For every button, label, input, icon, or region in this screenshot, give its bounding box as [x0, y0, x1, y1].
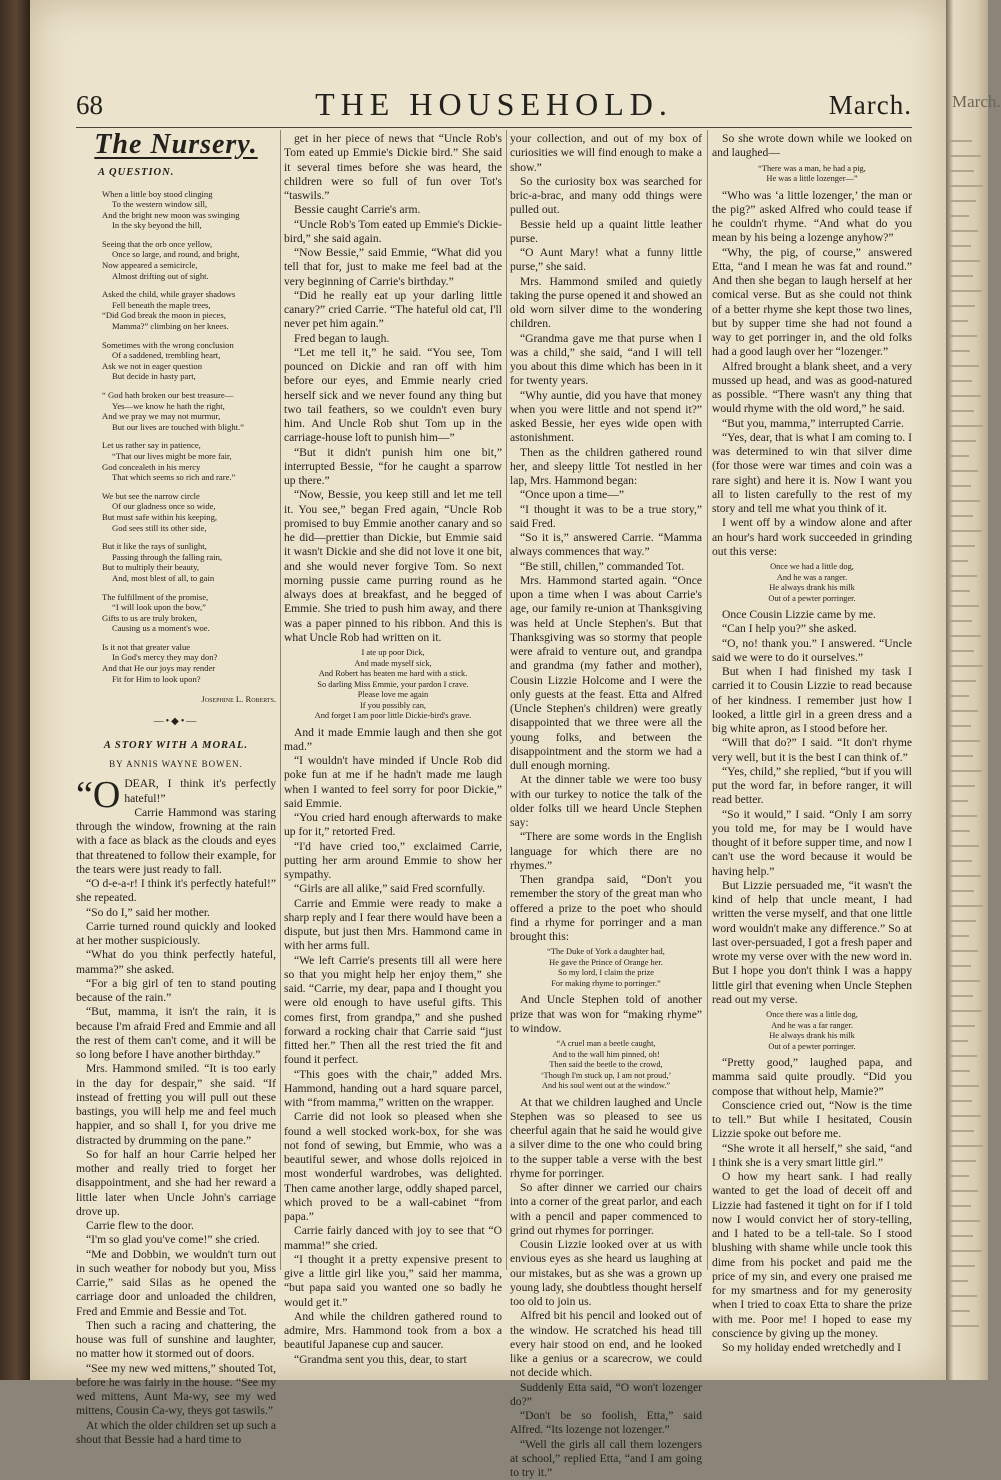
poem-line: The fulfillment of the promise,: [102, 592, 276, 603]
verse-line: And Robert has beaten me hard with a stick.: [284, 669, 502, 680]
paragraph: [76, 777, 276, 806]
next-page-text-line: [950, 1310, 970, 1312]
paragraph: So for half an hour Carrie helped her mother and really tried to forget her disappointment, and she had her reward a little later when Uncle John's carriage drove up.: [76, 1148, 276, 1219]
next-page-text-line: [950, 395, 981, 397]
next-page-text-line: [950, 470, 978, 472]
poem-line: “Did God break the moon in pieces,: [102, 310, 276, 321]
paragraph: Carrie and Emmie were ready to make a sharp reply and I fear there would have been a dispute, but just then Mrs. Hammond came in with her arms full.: [284, 897, 502, 954]
next-page-text-line: [950, 740, 980, 742]
poem-line: Is it not that greater value: [102, 642, 276, 653]
paragraph: Then grandpa said, “Don't you remember the story of the great man who offered a prize to the poet who should find a rhyme for porringer and a man brought this:: [510, 873, 702, 944]
next-page-text-line: [950, 320, 968, 322]
next-page-text-line: [950, 545, 975, 547]
next-page-text-line: [950, 680, 976, 682]
paragraph: “So it is,” answered Carrie. “Mamma always commences that way.”: [510, 531, 702, 560]
poem-line: “That our lives might be more fair,: [102, 451, 276, 462]
paragraph: “Who was ‘a little lozenger,’ the man or the pig?” asked Alfred who could tease if he couldn't rhyme. “And what do you mean by his being a lozenge anyhow?”: [712, 189, 912, 246]
next-page-text-line: [950, 1220, 980, 1222]
paragraph: At the dinner table we were too busy with our turkey to notice the talk of the older folks till we heard Uncle Stephen say:: [510, 773, 702, 830]
next-page-text-line: [950, 965, 971, 967]
paragraph: “Don't be so foolish, Etta,” said Alfred. “Its lozenge not lozenger.”: [510, 1409, 702, 1438]
paragraph: “O d-e-a-r! I think it's perfectly hateful!” she repeated.: [76, 877, 276, 906]
poem-line: Of a saddened, trembling heart,: [102, 350, 276, 361]
paragraph: “Why auntie, did you have that money when you were little and not spend it?” asked Bessie, her eyes wide open with astonishment.: [510, 389, 702, 446]
paragraph: Carrie turned round quickly and looked at her mother suspiciously.: [76, 920, 276, 949]
next-page-text-line: [950, 1235, 973, 1237]
paragraph: “Me and Dobbin, we wouldn't turn out in such weather for nobody but you, Miss Carrie,” said Silas as he opened the carriage door and unloaded the children, Fred and Emmie and Bessie and Tot.: [76, 1248, 276, 1319]
verse-line: He always drank his milk: [712, 1031, 912, 1042]
story-body: [284, 132, 502, 645]
poem-line: Let us rather say in patience,: [102, 440, 276, 451]
next-page-text-line: [950, 920, 976, 922]
paragraph: Alfred bit his pencil and looked out of the window. He scratched his head till every hair stood on end, and he looked like a genius or a scarecrow, we could not decide which.: [510, 1309, 702, 1380]
paragraph: “Now Bessie,” said Emmie, “What did you tell that for, just to make me feel bad at the very beginning of Carrie's birthday.”: [284, 246, 502, 289]
verse: [712, 164, 912, 185]
paragraph: “Girls are all alike,” said Fred scornfully.: [284, 882, 502, 896]
verse-line: Out of a pewter porringer.: [712, 1042, 912, 1053]
paragraph: Bessie held up a quaint little leather purse.: [510, 218, 702, 247]
verse-line: And his soul went out at the window.”: [510, 1081, 702, 1092]
next-page-text-line: [950, 215, 969, 217]
poem-line: Asked the child, while grayer shadows: [102, 289, 276, 300]
paragraph: So after dinner we carried our chairs into a corner of the great parlor, and each with a pencil and paper commenced to grind out rhymes for porringer.: [510, 1181, 702, 1238]
paragraph: “So do I,” said her mother.: [76, 906, 276, 920]
poem-line: Gifts to us are truly broken,: [102, 613, 276, 624]
next-page-text-line: [950, 935, 969, 937]
paragraph: “Once upon a time—”: [510, 488, 702, 502]
verse-line: And he was a far ranger.: [712, 1021, 912, 1032]
next-page-text-line: [950, 635, 981, 637]
poem-line: Mamma?” climbing on her knees.: [102, 321, 276, 332]
verse-line: “The Duke of York a daughter had,: [510, 947, 702, 958]
paragraph: “Did he really eat up your darling little canary?” cried Carrie. “The hateful old cat, I'll never pet him again.”: [284, 289, 502, 332]
next-page-text-line: [950, 1205, 971, 1207]
paragraph: “Yes, child,” she replied, “but if you will put the word far, in before ranger, it will read better.: [712, 765, 912, 808]
paragraph: Fred began to laugh.: [284, 332, 502, 346]
verse-line: So darling Miss Emmie, your pardon I crave.: [284, 680, 502, 691]
next-page-text-line: [950, 455, 969, 457]
next-page-text-line: [950, 980, 980, 982]
column-3: [510, 132, 702, 1372]
poem: [76, 189, 276, 685]
poem-stanza: [102, 491, 276, 533]
verse: [510, 947, 702, 989]
next-page-text-line: [950, 860, 972, 862]
verse-line: He always drank his milk: [712, 583, 912, 594]
next-page-text-line: [950, 380, 972, 382]
verse-line: He gave the Prince of Orange her.: [510, 958, 702, 969]
poem-line: Ask we not in eager question: [102, 361, 276, 372]
next-page-edge: [946, 0, 988, 1380]
poem-stanza: [102, 289, 276, 331]
paragraph: your collection, and out of my box of curiosities we will find enough to make a show.”: [510, 132, 702, 175]
running-header: [76, 86, 912, 126]
story-body: [712, 132, 912, 161]
drop-cap: “O: [76, 779, 120, 811]
column-4: [712, 132, 912, 1372]
verse-line: If you possibly can,: [284, 701, 502, 712]
next-page-text-line: [950, 1295, 977, 1297]
next-page-text-line: [950, 560, 968, 562]
poem-stanza: [102, 239, 276, 281]
section-divider: —•◆•—: [76, 715, 276, 729]
next-page-text-line: [950, 755, 973, 757]
story-body: [712, 1056, 912, 1355]
story-body: [510, 993, 702, 1036]
paragraph: “Can I help you?” she asked.: [712, 622, 912, 636]
verse-line: Please love me again: [284, 690, 502, 701]
paragraph: Cousin Lizzie looked over at us with envious eyes as she heard us laughing at our mistakes, but as she was a grown up young lady, she doubtless thought herself too old to join us.: [510, 1238, 702, 1309]
paragraph: “But you, mamma,” interrupted Carrie.: [712, 417, 912, 431]
page-number: 68: [76, 90, 103, 121]
poem-line: Causing us a moment's woe.: [102, 623, 276, 634]
paragraph: Mrs. Hammond started again. “Once upon a time when I was about Carrie's age, our family re-union at Thanksgiving was held at Uncle Stephen's. But that Thanksgiving was so stormy that people were afraid to venture out, and grandpa and grandma (my father and mother), Cousin Lizzie Holcome and I were the only guests at the feast. Etta and Alfred (Uncle Stephen's children) were greatly disappointed that we three were all the young folks, and between the disappointment and the storm we had a dull enough morning.: [510, 574, 702, 774]
paragraph: “Why, the pig, of course,” answered Etta, “and I mean he was fat and round.” And then she began to laugh herself at her comical verse. But as she could not think of a better rhyme she kept those two lines, but by supper time she had not found a way to get porringer in, and the old folks had a good laugh over her “lozenger.”: [712, 246, 912, 360]
poem-line: Seeing that the orb once yellow,: [102, 239, 276, 250]
verse-line: And made myself sick,: [284, 659, 502, 670]
next-page-text-line: [950, 710, 978, 712]
paragraph: I went off by a window alone and after an hour's hard work succeeded in grinding out this verse:: [712, 516, 912, 559]
next-page-text-line: [950, 1265, 975, 1267]
next-page-text-line: [950, 1100, 972, 1102]
next-page-text-line: [950, 515, 973, 517]
poem-line: Fell beneath the maple trees,: [102, 300, 276, 311]
paragraph: “Now, Bessie, you keep still and let me tell it. You see,” began Fred again, “Uncle Rob promised to buy Emmie another canary and so he did—prettier than Dickie, but Emmie said it wasn't Dickie and she did not love it one bit, and she would never forgive Tom. So next morning pussie came purring round as he always does at breakfast, and he begged of Emmie. She tried to push him away, and there was a paper pinned to his ribbon. And this is what Uncle Rob had written on it.: [284, 488, 502, 645]
paragraph: “Let me tell it,” he said. “You see, Tom pounced on Dickie and ran off with him before our eyes, and Emmie nearly cried herself sick and we never found any thing but two tail feathers, so we couldn't even bury him. And Uncle Rob shut Tom up in the carriage-house loft to punish him—”: [284, 346, 502, 446]
paragraph: So she wrote down while we looked on and laughed—: [712, 132, 912, 161]
story-body: [284, 726, 502, 1367]
poem-line: Now appeared a semicircle,: [102, 260, 276, 271]
poem-line: To the western window sill,: [102, 199, 276, 210]
next-page-text-line: [950, 695, 969, 697]
next-page-text-line: [950, 1190, 978, 1192]
paragraph: “Grandma sent you this, dear, to start: [284, 1353, 502, 1367]
masthead-title: THE HOUSEHOLD.: [76, 86, 912, 123]
book-binding: [0, 0, 30, 1380]
next-page-text-line: [950, 245, 971, 247]
next-page-text-line: [950, 155, 981, 157]
paragraph: “I'd have cried too,” exclaimed Carrie, putting her arm around Emmie to show her sympathy.: [284, 840, 502, 883]
poem-line: Of our gladness once so wide,: [102, 501, 276, 512]
next-page-text-line: [950, 1025, 975, 1027]
paragraph: Mrs. Hammond smiled. “It is too early in the day for despair,” she said. “If instead of fretting you will pull out these bastings, you will help me and feel much happier, and so shall I, for you drive me distracted by drumming on the pane.”: [76, 1062, 276, 1148]
next-page-text-line: [950, 1325, 979, 1327]
story-body: [76, 777, 276, 1447]
verse-line: Once we had a little dog,: [712, 562, 912, 573]
poem-line: Sometimes with the wrong conclusion: [102, 340, 276, 351]
column-divider: [707, 130, 708, 1270]
paragraph: “Yes, dear, that is what I am coming to. I was determined to win that silver dime (for those were war times and coin was a rare sight) and here it is. Now I want you all to listen carefully to the rest of my story and tell me what you think of it.: [712, 431, 912, 517]
paragraph: At that we children laughed and Uncle Stephen was so pleased to see us cheerful again that he said he would give a silver dime to the one who could bring to the supper table a verse with the best rhyme for porringer.: [510, 1096, 702, 1182]
paragraph: “There are some words in the English language for which there are no rhymes.”: [510, 830, 702, 873]
next-page-text-line: [950, 950, 978, 952]
verse-line: For making rhyme to porringer.”: [510, 979, 702, 990]
paragraph: Carrie fairly danced with joy to see that “O mamma!” she cried.: [284, 1224, 502, 1253]
paragraph: “But, mamma, it isn't the rain, it is because I'm afraid Fred and Emmie and all the rest of them can't come, and it will be so long before I have another birthday.”: [76, 1005, 276, 1062]
next-page-text-line: [950, 230, 978, 232]
story-body: [712, 189, 912, 560]
next-page-text-line: [950, 440, 976, 442]
poem-line: And the bright new moon was swinging: [102, 210, 276, 221]
poem-stanza: [102, 592, 276, 634]
story-body: [712, 608, 912, 1007]
poem-line: We but see the narrow circle: [102, 491, 276, 502]
next-page-text-line: [950, 605, 979, 607]
poem-line: Fit for Him to look upon?: [102, 674, 276, 685]
verse-line: I ate up poor Dick,: [284, 648, 502, 659]
poem-line: But to multiply their beauty,: [102, 562, 276, 573]
poem-stanza: [102, 541, 276, 583]
next-page-text-line: [950, 1085, 979, 1087]
next-page-text-line: [950, 905, 983, 907]
next-page-text-line: [950, 410, 974, 412]
next-page-text-line: [950, 170, 974, 172]
poem-line: “I will look upon the bow,”: [102, 602, 276, 613]
next-page-text-line: [950, 275, 973, 277]
poem-stanza: [102, 189, 276, 231]
poem-line: In the sky beyond the hill,: [102, 220, 276, 231]
verse-line: Out of a pewter porringer.: [712, 594, 912, 605]
column-divider: [506, 130, 507, 1270]
section-title: The Nursery.: [76, 138, 276, 152]
poem-line: When a little boy stood clinging: [102, 189, 276, 200]
column-2: [284, 132, 502, 1372]
poem-line: But decide in hasty part,: [102, 371, 276, 382]
paragraph: “She wrote it all herself,” she said, “and I think she is a very smart little girl.”: [712, 1142, 912, 1171]
paragraph: get in her piece of news that “Uncle Rob's Tom eated up Emmie's Dickie bird.” She said it several times before she was heard, the children were so full of fun over Tot's “taswils.”: [284, 132, 502, 203]
paragraph: Once Cousin Lizzie came by me.: [712, 608, 912, 622]
next-page-text-line: [950, 845, 979, 847]
next-page-text-line: [950, 530, 982, 532]
paragraph: “What do you think perfectly hateful, mamma?” she asked.: [76, 948, 276, 977]
next-page-text-line: [950, 185, 983, 187]
paragraph: “Pretty good,” laughed papa, and mamma said quite proudly. “Did you compose that without help, Mamie?”: [712, 1056, 912, 1099]
next-page-text-line: [950, 1130, 974, 1132]
paragraph: “But it didn't punish him one bit,” interrupted Bessie, “for he caught a sparrow up there.”: [284, 446, 502, 489]
paragraph: “I thought it a pretty expensive present to give a little girl like you,” said her mamma, “but papa said you wanted one so badly he would get it.”: [284, 1253, 502, 1310]
next-page-text-line: [950, 485, 971, 487]
next-page-text-line: [950, 815, 977, 817]
verse-line: And he was a ranger.: [712, 573, 912, 584]
poem-stanza: [102, 340, 276, 382]
next-page-text-line: [950, 1070, 970, 1072]
verse-line: And forget I am poor little Dickie-bird's grave.: [284, 711, 502, 722]
poem-line: And that He our joys may render: [102, 663, 276, 674]
paragraph: And while the children gathered round to admire, Mrs. Hammond took from a box a beautiful Japanese cup and saucer.: [284, 1310, 502, 1353]
next-page-text-line: [950, 290, 982, 292]
poem-line: “ God hath broken our best treasure—: [102, 390, 276, 401]
paragraph: “Will that do?” I said. “It don't rhyme very well, but it is the best I can think of.”: [712, 736, 912, 765]
story-body: [510, 1096, 702, 1480]
paragraph: “Uncle Rob's Tom eated up Emmie's Dickie-bird,” she said again.: [284, 218, 502, 247]
next-page-text-line: [950, 335, 977, 337]
issue-month: March.: [829, 90, 912, 121]
next-page-text-line: [950, 350, 970, 352]
paragraph: But Lizzie persuaded me, “it wasn't the kind of help that uncle meant, I had written the verse myself, and that one little word wouldn't make any difference.” So at last over-persuaded, I got a fresh paper and wrote my verse over with the new word in. But I hope you don't think I was a happy little girl that evening when Uncle Stephen read out my verse.: [712, 879, 912, 1007]
verse-line: Then said the beetle to the crowd,: [510, 1060, 702, 1071]
next-page-text-line: [950, 1040, 968, 1042]
poem-line: Yes—we know he hath the right,: [102, 401, 276, 412]
verse-line: “There was a man, he had a pig,: [712, 164, 912, 175]
paragraph: “For a big girl of ten to stand pouting because of the rain.”: [76, 977, 276, 1006]
next-page-text-line: [950, 1160, 976, 1162]
next-page-text-line: [950, 785, 975, 787]
next-page-text-line: [950, 500, 980, 502]
paragraph: O how my heart sank. I had really wanted to get the load of deceit off and Lizzie had fastened it tight on for if I told now I would convict her of story-telling, and I hated to be a tell-tale. So I stood blushing with shame while uncle took this dime from his pocket and paid me the price of my sin, and every one praised me for my smartness and for my generosity when I tried to coax Etta to share the prize with me. Poor me! I hoped to ease my conscience by giving up the money.: [712, 1170, 912, 1341]
paragraph: “O Aunt Mary! what a funny little purse,” she said.: [510, 246, 702, 275]
paragraph: “We left Carrie's presents till all were here so that you might help her enjoy them,” she said. “Carrie, my dear, papa and I thought you were old enough to have useful gifts. This comes first, from grandpa,” and she pushed forward a rocking chair that Carrie said “just fitted her.” Then all the rest tried the fit and found it perfect.: [284, 954, 502, 1068]
paragraph: “This goes with the chair,” added Mrs. Hammond, handing out a hard square parcel, with “from mamma,” written on the wrapper.: [284, 1068, 502, 1111]
paragraph: And Uncle Stephen told of another prize that was won for “making rhyme” to window.: [510, 993, 702, 1036]
paragraph: “You cried hard enough afterwards to make up for it,” retorted Fred.: [284, 811, 502, 840]
poem-stanza: [102, 642, 276, 684]
next-page-text-line: [950, 620, 972, 622]
story-byline: BY ANNIS WAYNE BOWEN.: [76, 757, 276, 771]
verse: [712, 1010, 912, 1052]
paragraph: Bessie caught Carrie's arm.: [284, 203, 502, 217]
next-page-text-line: [950, 665, 983, 667]
story-title: A STORY WITH A MORAL.: [76, 739, 276, 753]
next-page-text-line: [950, 140, 972, 142]
paragraph: Then such a racing and chattering, the house was full of sunshine and laughter, no matter how it stormed out of doors.: [76, 1319, 276, 1362]
next-page-text-line: [950, 1250, 982, 1252]
story-body: [510, 132, 702, 944]
poem-line: But must safe within his keeping,: [102, 512, 276, 523]
poem-line: And, most blest of all, to gain: [102, 573, 276, 584]
verse-line: He was a little lozenger—”: [712, 174, 912, 185]
paragraph: Alfred brought a blank sheet, and a very mussed up head, and was as good-natured as possible. “There wasn't any thing that would rhyme with the old word,” he said.: [712, 360, 912, 417]
paragraph: At which the older children set up such a shout that Bessie had a hard time to: [76, 1419, 276, 1448]
paragraph: “Grandma gave me that purse when I was a child,” she said, “and I will tell you about this dime which has been in it for twenty years.: [510, 332, 702, 389]
next-page-text-line: [950, 1010, 982, 1012]
paragraph: Suddenly Etta said, “O won't lozenger do?”: [510, 1381, 702, 1410]
paragraph: And it made Emmie laugh and then she got mad.”: [284, 726, 502, 755]
poem-line: Passing through the falling rain,: [102, 552, 276, 563]
paragraph: Carrie flew to the door.: [76, 1219, 276, 1233]
column-divider: [280, 130, 281, 1270]
next-page-text-line: [950, 1055, 977, 1057]
poem-line: That which seems so rich and rare.”: [102, 472, 276, 483]
next-page-text-line: [950, 590, 970, 592]
poem-line: But our lives are touched with blight.”: [102, 422, 276, 433]
paragraph: But when I had finished my task I carried it to Cousin Lizzie to read because of her kindness. I remember just how I looked, a little girl in a green dress and a big white apron, as I stood before her.: [712, 665, 912, 736]
poem-line: But it like the rays of sunlight,: [102, 541, 276, 552]
next-page-text-line: [950, 200, 976, 202]
next-page-header-fragment: March.: [952, 92, 1001, 112]
poem-stanza: [102, 390, 276, 432]
poem-line: God concealeth in his mercy: [102, 462, 276, 473]
next-page-text-line: [950, 830, 970, 832]
verse: [712, 562, 912, 604]
poem-author: Josephine L. Roberts.: [76, 692, 276, 706]
poem-line: In God's mercy they may don?: [102, 652, 276, 663]
poem-line: Once so large, and round, and bright,: [102, 249, 276, 260]
paragraph: Then as the children gathered round her, and sleepy little Tot nestled in her lap, Mrs. Hammond began:: [510, 446, 702, 489]
poem-line: God sees still its other side,: [102, 523, 276, 534]
paragraph: “I'm so glad you've come!” she cried.: [76, 1233, 276, 1247]
next-page-text-line: [950, 650, 974, 652]
next-page-text-line: [950, 1175, 969, 1177]
paragraph: So the curiosity box was searched for bric-a-brac, and many odd things were pulled out.: [510, 175, 702, 218]
next-page-text-line: [950, 425, 983, 427]
paragraph: “I thought it was to be a true story,” said Fred.: [510, 503, 702, 532]
verse-line: So my lord, I claim the prize: [510, 968, 702, 979]
poem-line: And we pray we may not murmur,: [102, 411, 276, 422]
verse: [510, 1039, 702, 1092]
next-page-text-line: [950, 575, 977, 577]
verse-line: And to the wall him pinned, oh!: [510, 1050, 702, 1061]
paragraph: Carrie did not look so pleased when she found a well stocked work-box, for she was not fond of sewing, but Emmie, who was a beautiful sewer, and whose dolls rejoiced in most wonderful wardrobes, was delighted. Then came another large, oddly shaped parcel, which proved to be a wall-cabinet “from papa.”: [284, 1110, 502, 1224]
paragraph: “So it would,” I said. “Only I am sorry you told me, for may be I would have thought of it before supper time, and now I can't use the word because it would be having help.”: [712, 808, 912, 879]
verse-line: ‘Though I'm stuck up, I am not proud,’: [510, 1071, 702, 1082]
next-page-text-line: [950, 260, 980, 262]
poem-line: Almost drifting out of sight.: [102, 271, 276, 282]
next-page-text-line: [950, 725, 971, 727]
verse-line: “A cruel man a beetle caught,: [510, 1039, 702, 1050]
paragraph: “Well the girls all call them lozengers at school,” replied Etta, “and I am going to try it.”: [510, 1438, 702, 1480]
column-1: [76, 132, 276, 1372]
paragraph: “See my new wed mittens,” shouted Tot, before he was fairly in the house. “See my wed mittens, Aunt Ma-wy, see my wed mittens, Cousin Ca-wy, theys got taswils.”: [76, 1362, 276, 1419]
next-page-text-line: [950, 890, 974, 892]
next-page-text-line: [950, 365, 979, 367]
paragraph: “I wouldn't have minded if Uncle Rob did poke fun at me if he hadn't made me laugh when I wanted to feel sorry for poor Dickie,” said Emmie.: [284, 754, 502, 811]
next-page-text-line: [950, 800, 968, 802]
next-page-text-line: [950, 995, 973, 997]
next-page-text-line: [950, 1280, 968, 1282]
paragraph: Carrie Hammond was staring through the window, frowning at the rain with a face as black as the clouds and eyes that threatened to follow their example, for the tears were just ready to fall.: [76, 806, 276, 877]
paragraph: “O, no! thank you.” I answered. “Uncle said we were to do it ourselves.”: [712, 637, 912, 666]
verse: [284, 648, 502, 722]
poem-stanza: [102, 440, 276, 482]
next-page-text-line: [950, 1115, 981, 1117]
paragraph: So my holiday ended wretchedly and I: [712, 1341, 912, 1355]
next-page-text-line: [950, 875, 981, 877]
next-page-text-line: [950, 1145, 983, 1147]
next-page-text-line: [950, 770, 982, 772]
paragraph: Mrs. Hammond smiled and quietly taking the purse opened it and showed an old worn silver dime to the wondering children.: [510, 275, 702, 332]
poem-title: A QUESTION.: [98, 166, 276, 180]
paragraph: “Be still, chillen,” commanded Tot.: [510, 560, 702, 574]
paragraph-text: DEAR, I think it's perfectly hateful!”: [124, 777, 276, 804]
header-rule: [76, 127, 912, 128]
verse-line: Once there was a little dog,: [712, 1010, 912, 1021]
paragraph: Conscience cried out, “Now is the time to tell.” But while I hesitated, Cousin Lizzie spoke out before me.: [712, 1099, 912, 1142]
next-page-text-line: [950, 305, 975, 307]
